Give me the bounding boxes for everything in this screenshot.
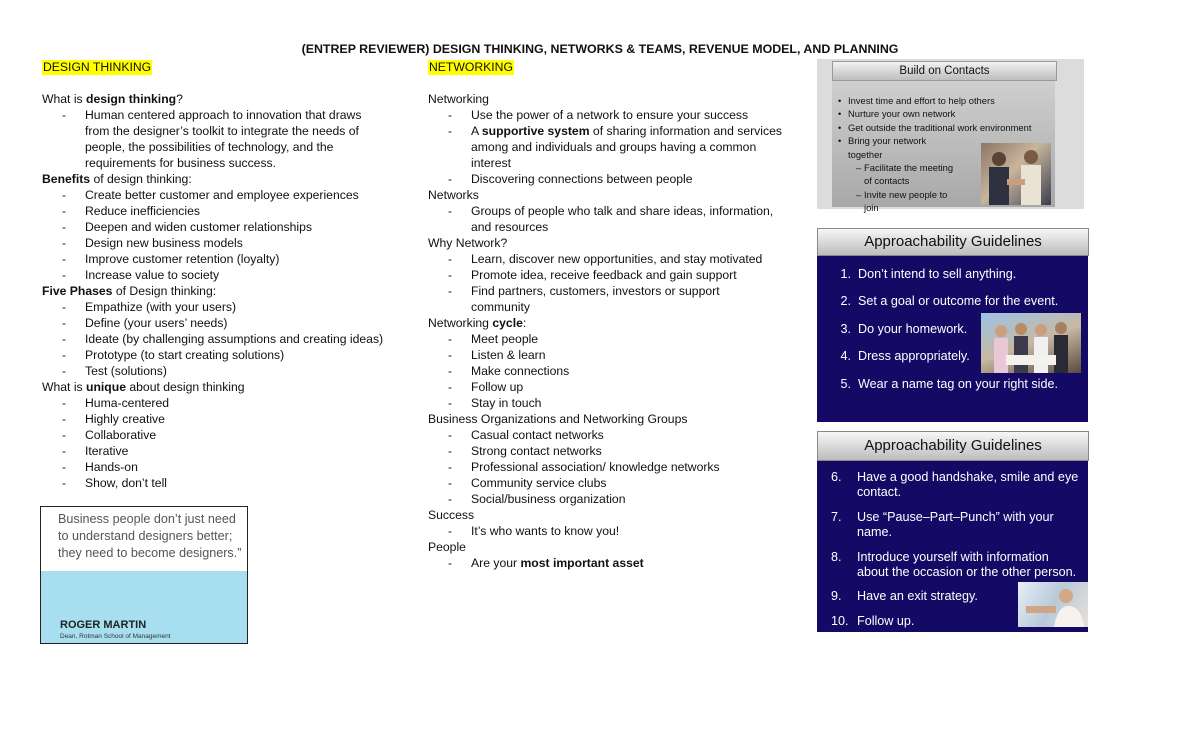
list-item: - Test (solutions)	[42, 363, 412, 379]
list-item: 10. Follow up.	[831, 613, 915, 628]
list-item: • Invest time and effort to help others	[838, 94, 1053, 107]
why-network-list	[428, 251, 808, 315]
build-on-contacts-title: Build on Contacts	[832, 61, 1057, 81]
list-item: - Human centered approach to innovation that draws from the designer’s toolkit to integrate the needs of people, the possibilities of technology, and the requirements for business success.	[42, 107, 412, 171]
design-thinking-heading: DESIGN THINKING	[43, 60, 152, 74]
benefits-label: Benefits of design thinking:	[42, 172, 192, 186]
list-item: - Social/business organization	[428, 491, 808, 507]
networks-label: Networks	[428, 188, 479, 202]
list-item: - Design new business models	[42, 235, 412, 251]
list-item: 6. Have a good handshake, smile and eye contact.	[831, 470, 1079, 500]
list-item: - Groups of people who talk and share ideas, information, and resources	[428, 203, 808, 235]
list-item: - Empathize (with your users)	[42, 299, 412, 315]
success-label: Success	[428, 508, 475, 522]
list-item: • Nurture your own network	[838, 107, 1053, 120]
list-item: 7. Use “Pause–Part–Punch” with your name.	[831, 509, 1054, 539]
approachability-slide-1	[817, 256, 1088, 422]
list-item: 2. Set a goal or outcome for the event.	[840, 294, 1059, 309]
list-item: 3. Do your homework.	[840, 321, 968, 336]
list-item: - Reduce inefficiencies	[42, 203, 412, 219]
handshake-smile-photo	[1018, 582, 1088, 627]
list-item: - It’s who wants to know you!	[428, 523, 808, 539]
quote-text: Business people don’t just need to understand designers better; they need to become designers.”	[58, 512, 242, 560]
approachability-title-2: Approachability Guidelines	[817, 431, 1089, 461]
what-is-question: What is design thinking?	[42, 92, 183, 106]
list-item: - Highly creative	[42, 411, 412, 427]
phases-list	[42, 299, 412, 379]
list-item: - Show, don’t tell	[42, 475, 412, 491]
document-title: (ENTREP REVIEWER) DESIGN THINKING, NETWORKS & TEAMS, REVENUE MODEL, AND PLANNING	[301, 42, 899, 56]
list-item: • Bring your network	[838, 134, 1053, 147]
list-item: - Create better customer and employee experiences	[42, 187, 412, 203]
sub-item: – Facilitate the meeting	[838, 161, 1053, 174]
quote-author-role: Dean, Rotman School of Management	[60, 633, 171, 640]
unique-list	[42, 395, 412, 491]
list-item: - Improve customer retention (loyalty)	[42, 251, 412, 267]
people-label: People	[428, 540, 466, 554]
list-item: - Casual contact networks	[428, 427, 808, 443]
list-item: - Collaborative	[42, 427, 412, 443]
list-item: - Strong contact networks	[428, 443, 808, 459]
list-item: - Prototype (to start creating solutions)	[42, 347, 412, 363]
business-team-photo	[981, 313, 1081, 373]
list-item: - Find partners, customers, investors or support community	[428, 283, 808, 315]
build-on-contacts-body	[832, 81, 1055, 214]
list-item: - Are your most important asset	[428, 555, 808, 571]
list-item: 9. Have an exit strategy.	[831, 589, 978, 604]
list-item: 4. Dress appropriately.	[840, 349, 970, 364]
sub-item: – Invite new people to	[838, 188, 1053, 201]
list-item: - Follow up	[428, 379, 808, 395]
list-item: - Iterative	[42, 443, 412, 459]
list-item: - Community service clubs	[428, 475, 808, 491]
list-item: - Professional association/ knowledge networks	[428, 459, 808, 475]
list-item: • Get outside the traditional work environment	[838, 121, 1053, 134]
sub-item-continuation: of contacts	[864, 175, 910, 187]
success-list	[428, 523, 808, 539]
list-item: 8. Introduce yourself with information about the occasion or the other person.	[831, 549, 1077, 579]
networking-list	[428, 107, 808, 187]
list-item: - Increase value to society	[42, 267, 412, 283]
list-item: - Discovering connections between people	[428, 171, 808, 187]
networking-column	[428, 59, 808, 571]
list-item: - Deepen and widen customer relationships	[42, 219, 412, 235]
business-orgs-label: Business Organizations and Networking Groups	[428, 412, 688, 426]
list-item: - Ideate (by challenging assumptions and creating ideas)	[42, 331, 412, 347]
definition-list	[42, 107, 412, 171]
list-item: - Listen & learn	[428, 347, 808, 363]
networking-label: Networking	[428, 92, 489, 106]
list-item: - Hands-on	[42, 459, 412, 475]
list-item: - Meet people	[428, 331, 808, 347]
list-item: 1. Don’t intend to sell anything.	[840, 267, 1017, 281]
quote-author: ROGER MARTIN	[60, 619, 147, 631]
unique-label: What is unique about design thinking	[42, 380, 245, 394]
why-network-label: Why Network?	[428, 236, 508, 250]
list-item: - Make connections	[428, 363, 808, 379]
design-thinking-column	[42, 59, 412, 491]
list-item: - Learn, discover new opportunities, and stay motivated	[428, 251, 808, 267]
networking-heading: NETWORKING	[429, 60, 513, 74]
build-on-contacts-slide	[817, 59, 1084, 214]
approachability-slide-2	[817, 461, 1088, 632]
list-item: - A supportive system of sharing information and services among and individuals and groups having a common interest	[428, 123, 808, 171]
sub-item-continuation: join	[864, 202, 879, 214]
handshake-photo	[981, 143, 1051, 205]
networks-list	[428, 203, 808, 235]
list-item: - Use the power of a network to ensure your success	[428, 107, 808, 123]
list-item: - Define (your users’ needs)	[42, 315, 412, 331]
networking-cycle-label: Networking cycle:	[428, 316, 527, 330]
networking-cycle-list	[428, 331, 808, 411]
roger-martin-quote-image	[40, 506, 248, 644]
list-item: - Stay in touch	[428, 395, 808, 411]
phases-label: Five Phases of Design thinking:	[42, 284, 217, 298]
business-orgs-list	[428, 427, 808, 507]
list-item-continuation: together	[848, 148, 883, 160]
list-item: - Huma-centered	[42, 395, 412, 411]
benefits-list	[42, 187, 412, 283]
people-list	[428, 555, 808, 571]
approachability-title-1: Approachability Guidelines	[817, 228, 1089, 256]
list-item: 5. Wear a name tag on your right side.	[840, 376, 1058, 391]
list-item: - Promote idea, receive feedback and gain support	[428, 267, 808, 283]
